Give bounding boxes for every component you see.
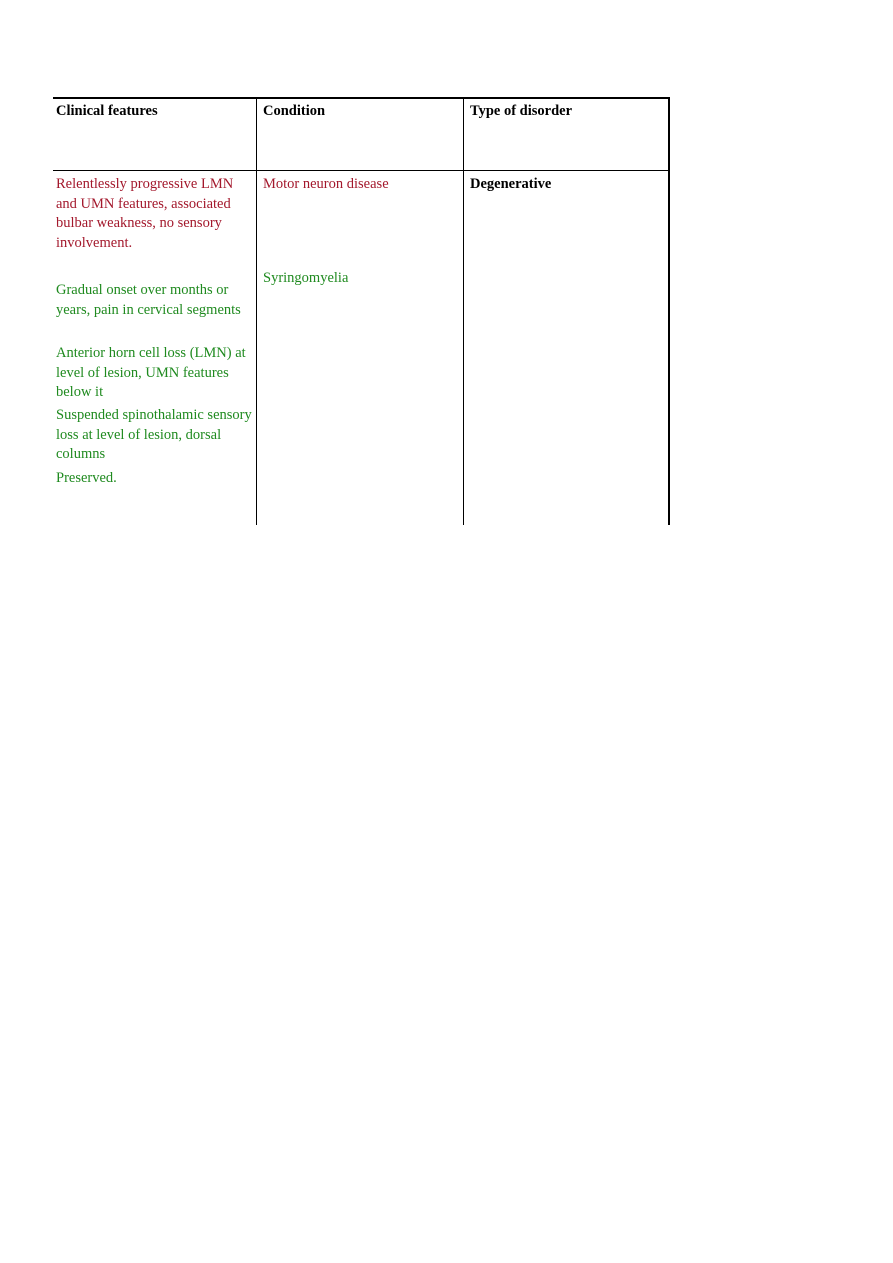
syringomyelia-feature-lmn: Anterior horn cell loss (LMN) at level of lesion, UMN features below it bbox=[56, 345, 246, 400]
header-divider bbox=[53, 170, 670, 171]
syringomyelia-condition: Syringomyelia bbox=[263, 270, 349, 286]
mnd-condition: Motor neuron disease bbox=[263, 176, 389, 192]
header-condition: Condition bbox=[263, 103, 326, 119]
table-top-border bbox=[53, 97, 670, 99]
mnd-type: Degenerative bbox=[470, 176, 552, 192]
disorders-table bbox=[53, 97, 670, 525]
syringomyelia-feature-preserved: Preserved. bbox=[56, 470, 117, 486]
header-clinical-features: Clinical features bbox=[56, 103, 158, 119]
syringomyelia-feature-sensory: Suspended spinothalamic sensory loss at level of lesion, dorsal columns bbox=[56, 407, 252, 462]
syringomyelia-feature-onset: Gradual onset over months or years, pain in cervical segments bbox=[56, 282, 241, 318]
column-divider-2 bbox=[463, 97, 464, 525]
header-type-of-disorder: Type of disorder bbox=[470, 103, 573, 119]
table-right-border bbox=[668, 97, 670, 525]
column-divider-1 bbox=[256, 97, 257, 525]
mnd-features: Relentlessly progressive LMN and UMN features, associated bulbar weakness, no sensory involvement. bbox=[56, 176, 234, 251]
